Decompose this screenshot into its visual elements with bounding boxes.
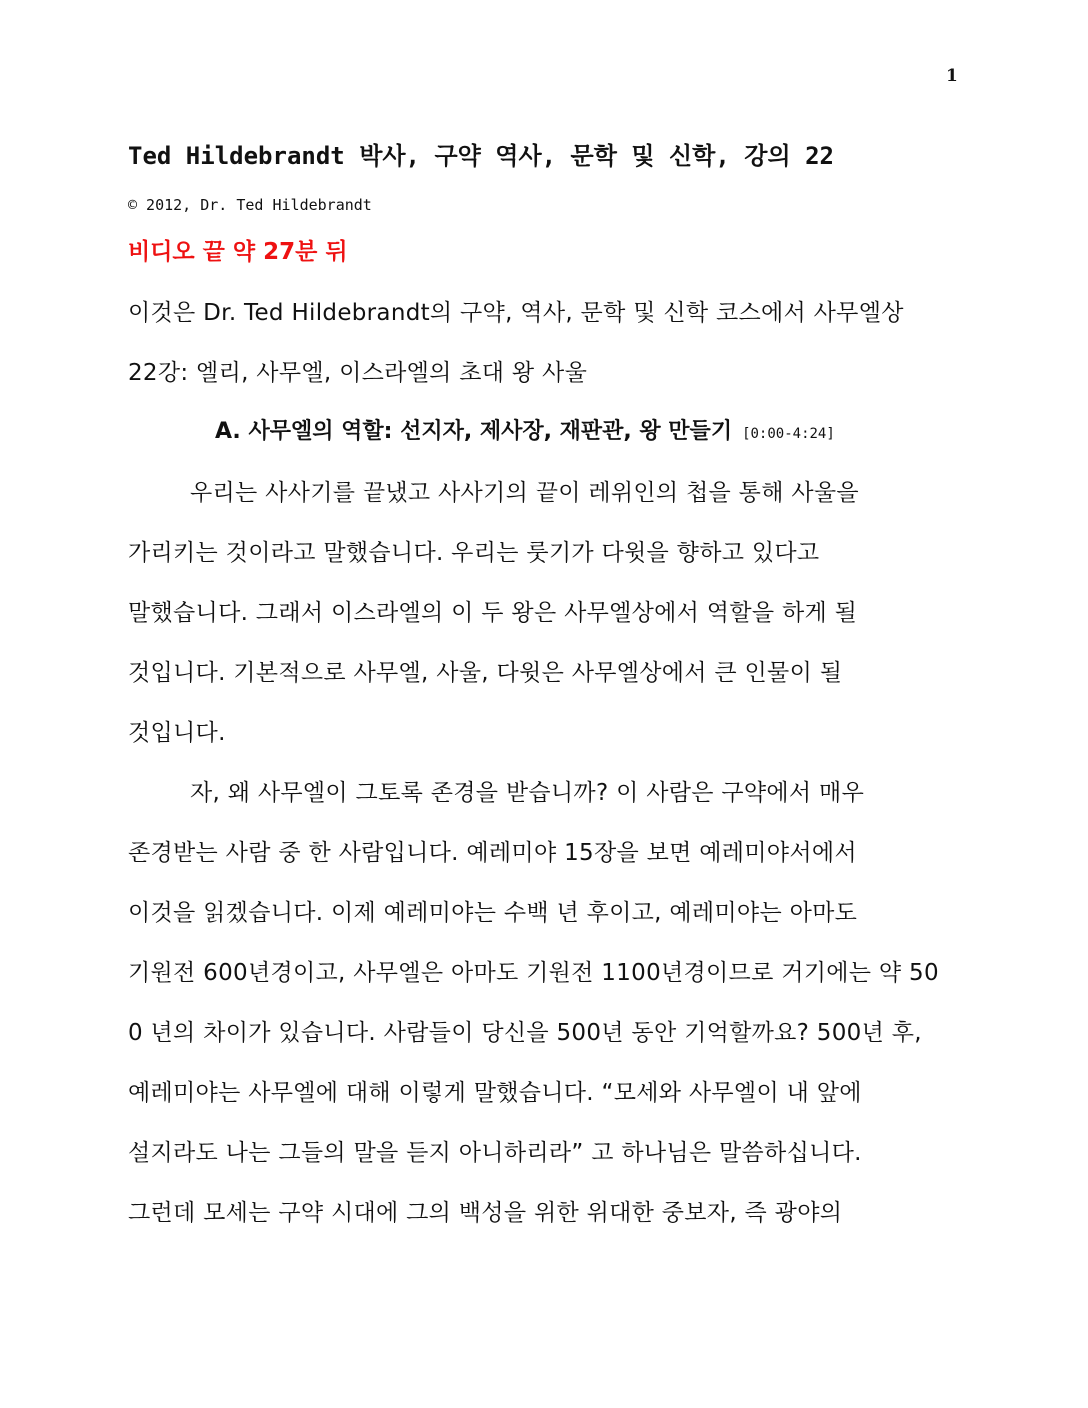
intro-line: 이것은 Dr. Ted Hildebrandt의 구약, 역사, 문학 및 신학 코스에서 사무엘상 <box>128 300 904 326</box>
video-notice: 비디오 끝 약 27분 뒤 <box>128 239 348 265</box>
section-heading-text: A. 사무엘의 역할: 선지자, 제사장, 재판관, 왕 만들기 <box>215 419 733 444</box>
section-timecode: [0:00-4:24] <box>742 426 835 442</box>
paragraph-line: 그런데 모세는 구약 시대에 그의 백성을 위한 위대한 중보자, 즉 광야의 <box>128 1200 843 1226</box>
document-title: Ted Hildebrandt 박사, 구약 역사, 문학 및 신학, 강의 22 <box>128 142 834 170</box>
page-number: 1 <box>946 66 958 86</box>
paragraph-line: 예레미야는 사무엘에 대해 이렇게 말했습니다. “모세와 사무엘이 내 앞에 <box>128 1080 862 1106</box>
paragraph-line: 말했습니다. 그래서 이스라엘의 이 두 왕은 사무엘상에서 역할을 하게 될 <box>128 600 858 626</box>
paragraph-line: 것입니다. <box>128 720 226 746</box>
intro-line: 22강: 엘리, 사무엘, 이스라엘의 초대 왕 사울 <box>128 360 588 386</box>
paragraph-line: 0 년의 차이가 있습니다. 사람들이 당신을 500년 동안 기억할까요? 500년 후, <box>128 1020 922 1046</box>
copyright-line: © 2012, Dr. Ted Hildebrandt <box>128 196 372 214</box>
paragraph-line: 것입니다. 기본적으로 사무엘, 사울, 다윗은 사무엘상에서 큰 인물이 될 <box>128 660 843 686</box>
paragraph-line: 기원전 600년경이고, 사무엘은 아마도 기원전 1100년경이므로 거기에는 약 50 <box>128 960 939 986</box>
paragraph-line: 이것을 읽겠습니다. 이제 예레미야는 수백 년 후이고, 예레미야는 아마도 <box>128 900 858 926</box>
paragraph-line: 자, 왜 사무엘이 그토록 존경을 받습니까? 이 사람은 구약에서 매우 <box>190 780 865 806</box>
section-heading <box>215 414 835 445</box>
paragraph-line: 설지라도 나는 그들의 말을 듣지 아니하리라” 고 하나님은 말씀하십니다. <box>128 1140 862 1166</box>
paragraph-line: 존경받는 사람 중 한 사람입니다. 예레미야 15장을 보면 예레미야서에서 <box>128 840 857 866</box>
paragraph-line: 우리는 사사기를 끝냈고 사사기의 끝이 레위인의 첩을 통해 사울을 <box>190 480 859 506</box>
paragraph-line: 가리키는 것이라고 말했습니다. 우리는 룻기가 다윗을 향하고 있다고 <box>128 540 820 566</box>
